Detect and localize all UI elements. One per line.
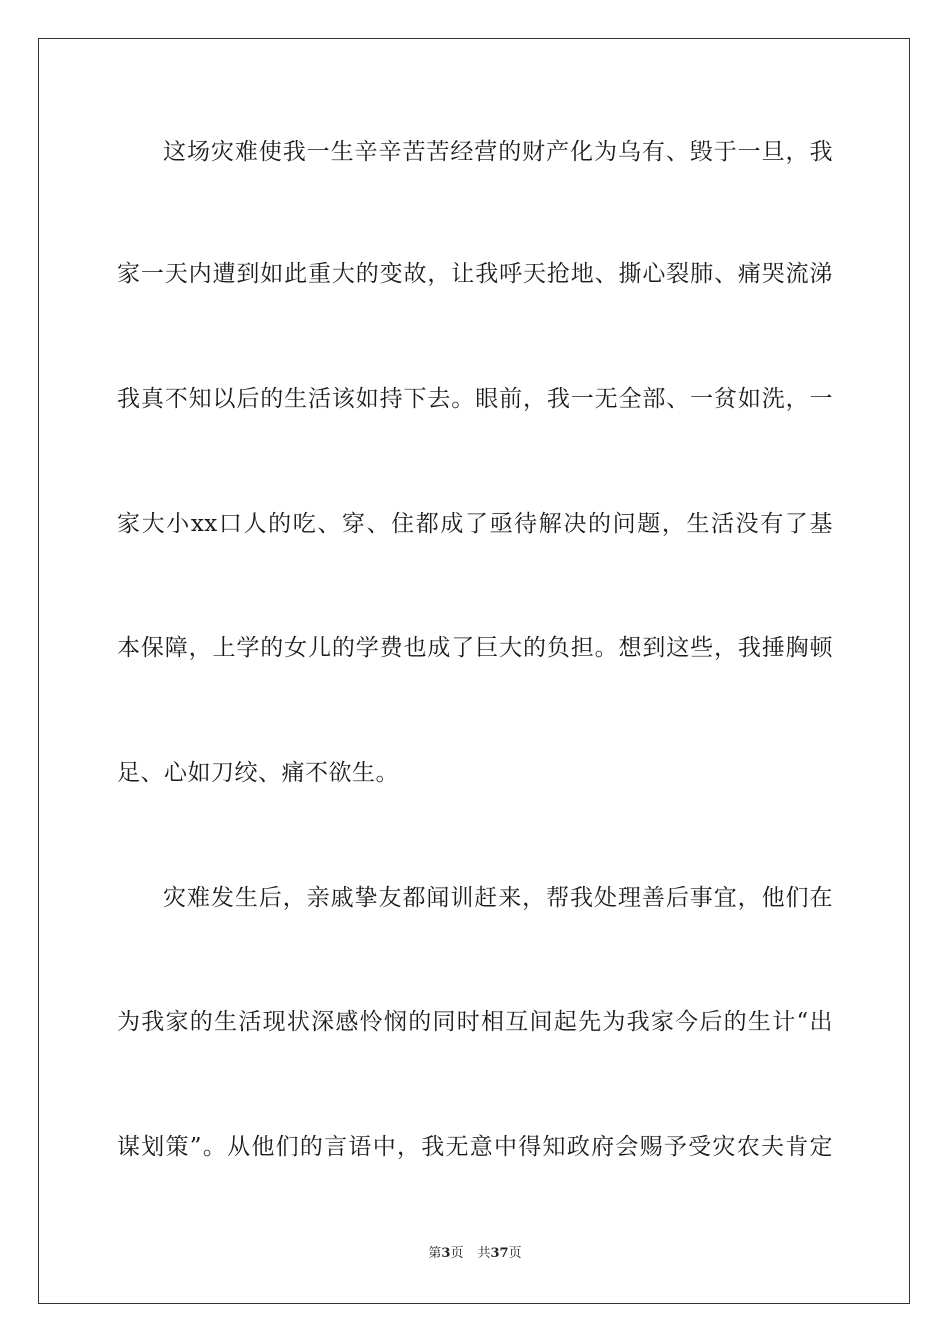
paragraph-1-line-1: 这场灾难使我一生辛辛苦苦经营的财产化为乌有、毁于一旦，我 [163, 139, 833, 165]
page-total: 共37页 [477, 1246, 522, 1261]
paragraph-1-line-6: 足、心如刀绞、痛不欲生。 [117, 760, 399, 786]
paragraph-1-line-5: 本保障，上学的女儿的学费也成了巨大的负担。想到这些，我捶胸顿 [117, 635, 833, 661]
paragraph-1-line-3: 我真不知以后的生活该如持下去。眼前，我一无全部、一贫如洗，一 [117, 386, 833, 412]
page-border [38, 38, 910, 1304]
paragraph-2-line-1: 灾难发生后，亲戚挚友都闻训赶来，帮我处理善后事宜，他们在 [163, 885, 833, 911]
paragraph-2-line-3: 谋划策”。从他们的言语中，我无意中得知政府会赐予受灾农夫肯定 [117, 1134, 833, 1160]
paragraph-2-line-2: 为我家的生活现状深感怜悯的同时相互间起先为我家今后的生计“出 [117, 1009, 833, 1035]
paragraph-1-line-4: 家大小xx口人的吃、穿、住都成了亟待解决的问题，生活没有了基 [117, 511, 833, 537]
paragraph-1-line-2: 家一天内遭到如此重大的变故，让我呼天抢地、撕心裂肺、痛哭流涕 [117, 261, 833, 287]
page-number: 第3页 [428, 1246, 464, 1261]
page-footer [0, 1245, 950, 1263]
